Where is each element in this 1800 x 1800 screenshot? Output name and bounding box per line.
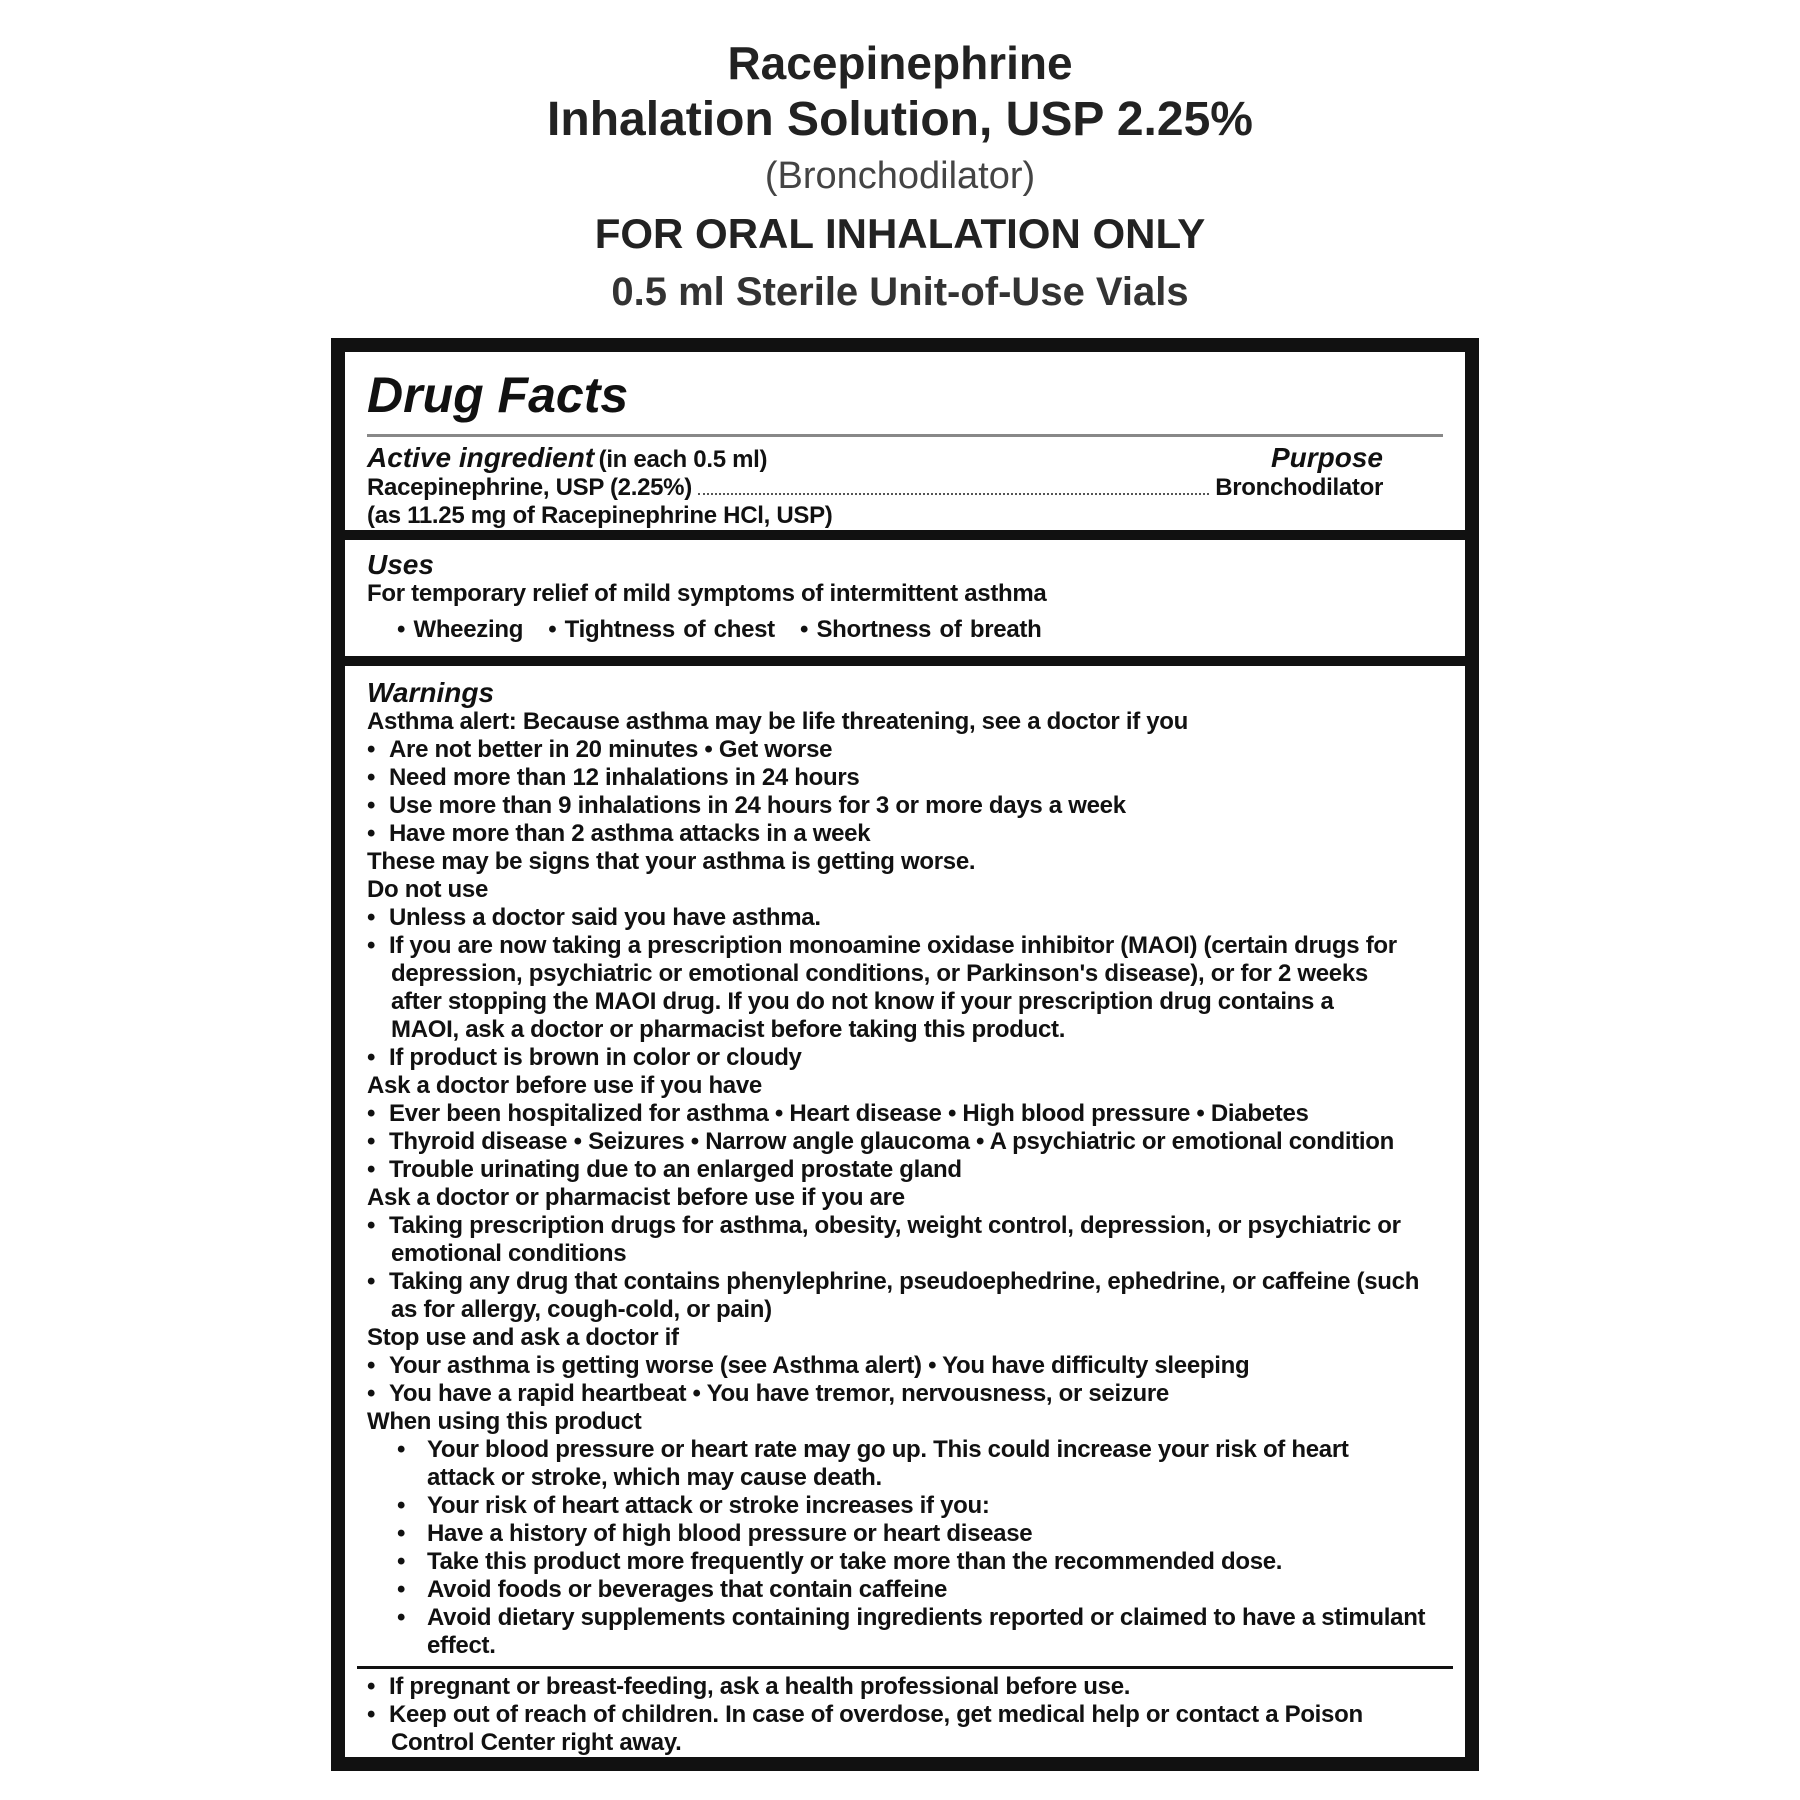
warning-bullet: • Unless a doctor said you have asthma. [367,904,1443,932]
children-warning: • Keep out of reach of children. In case of overdose, get medical help or contact a Poison [367,1701,1443,1729]
warning-subheading: Stop use and ask a doctor if [367,1324,679,1351]
drug-facts-panel [331,338,1479,1771]
product-title-line2: Inhalation Solution, USP 2.25% [547,93,1253,146]
active-ingredient-detail: (as 11.25 mg of Racepinephrine HCl, USP) [367,502,833,529]
warning-subheading: Ask a doctor or pharmacist before use if you are [367,1184,905,1211]
warnings-heading: Warnings [367,677,495,708]
purpose-heading: Purpose [1270,442,1383,473]
warning-bullet: • If you are now taking a prescription monoamine oxidase inhibitor (MAOI) (certain drugs for [367,932,1443,960]
uses-item: • Tightness of chest [548,616,775,643]
active-ingredient-section [345,352,1465,530]
purpose-value: Bronchodilator [1215,474,1383,501]
active-ingredient-note: (in each 0.5 ml) [598,446,768,473]
active-ingredient-heading: Active ingredient [367,442,595,473]
warning-line: MAOI, ask a doctor or pharmacist before taking this product. [391,1016,1066,1043]
warning-bullet: • If product is brown in color or cloudy [367,1044,1443,1072]
uses-heading: Uses [367,549,434,580]
uses-section [345,540,1465,656]
product-category: (Bronchodilator) [764,155,1036,197]
warning-bullet: • Use more than 9 inhalations in 24 hours for 3 or more days a week [367,792,1443,820]
package-description: 0.5 ml Sterile Unit-of-Use Vials [611,270,1189,314]
warning-bullet: • Ever been hospitalized for asthma • Heart disease • High blood pressure • Diabetes [367,1100,1443,1128]
active-ingredient: Racepinephrine, USP (2.25%) [367,474,692,501]
product-title: Racepinephrine [727,37,1073,89]
uses-item: • Wheezing [397,616,524,643]
warning-bullet: • Have more than 2 asthma attacks in a week [367,820,1443,848]
warning-bullet: • Thyroid disease • Seizures • Narrow angle glaucoma • A psychiatric or emotional condition [367,1128,1443,1156]
warning-subheading: Ask a doctor before use if you have [367,1072,762,1099]
warning-bullet: • Your blood pressure or heart rate may go up. This could increase your risk of heart [367,1436,1443,1464]
warnings-section [345,666,1465,1757]
warning-subheading: Do not use [367,876,488,903]
warning-bullet: • Avoid foods or beverages that contain caffeine [367,1576,1443,1604]
warning-bullet: • Have a history of high blood pressure or heart disease [367,1520,1443,1548]
warning-bullet: • Your asthma is getting worse (see Asthma alert) • You have difficulty sleeping [367,1352,1443,1380]
warning-bullet: • You have a rapid heartbeat • You have tremor, nervousness, or seizure [367,1380,1443,1408]
warning-line: emotional conditions [391,1240,627,1267]
warning-bullet: • Taking prescription drugs for asthma, obesity, weight control, depression, or psychiatric or [367,1212,1443,1240]
warning-bullet: • Need more than 12 inhalations in 24 hours [367,764,1443,792]
warning-bullet: • Avoid dietary supplements containing ingredients reported or claimed to have a stimulant [367,1604,1443,1632]
warning-line: depression, psychiatric or emotional conditions, or Parkinson's disease), or for 2 weeks [391,960,1368,987]
warning-line: after stopping the MAOI drug. If you do not know if your prescription drug contains a [391,988,1334,1015]
warning-bullet: • Are not better in 20 minutes • Get worse [367,736,1443,764]
warning-bullet: • Trouble urinating due to an enlarged prostate gland [367,1156,1443,1184]
uses-item: • Shortness of breath [799,616,1042,643]
pregnancy-warning: • If pregnant or breast-feeding, ask a health professional before use. [367,1673,1443,1701]
warning-line: These may be signs that your asthma is getting worse. [367,848,976,875]
warning-bullet: • Taking any drug that contains phenylephrine, pseudoephedrine, ephedrine, or caffeine (such [367,1268,1443,1296]
warning-line: Asthma alert: Because asthma may be life threatening, see a doctor if you [367,708,1189,735]
warning-bullet: • Your risk of heart attack or stroke increases if you: [367,1492,1443,1520]
divider [357,1666,1453,1669]
warning-line: attack or stroke, which may cause death. [427,1464,882,1491]
warning-line: effect. [427,1632,496,1659]
warning-line: as for allergy, cough-cold, or pain) [391,1296,772,1323]
route-statement: FOR ORAL INHALATION ONLY [594,210,1206,257]
drug-facts-title: Drug Facts [367,367,629,423]
warning-bullet: • Take this product more frequently or take more than the recommended dose. [367,1548,1443,1576]
uses-text: For temporary relief of mild symptoms of intermittent asthma [367,580,1047,607]
warning-subheading: When using this product [367,1408,642,1435]
warning-line: Control Center right away. [391,1729,682,1756]
